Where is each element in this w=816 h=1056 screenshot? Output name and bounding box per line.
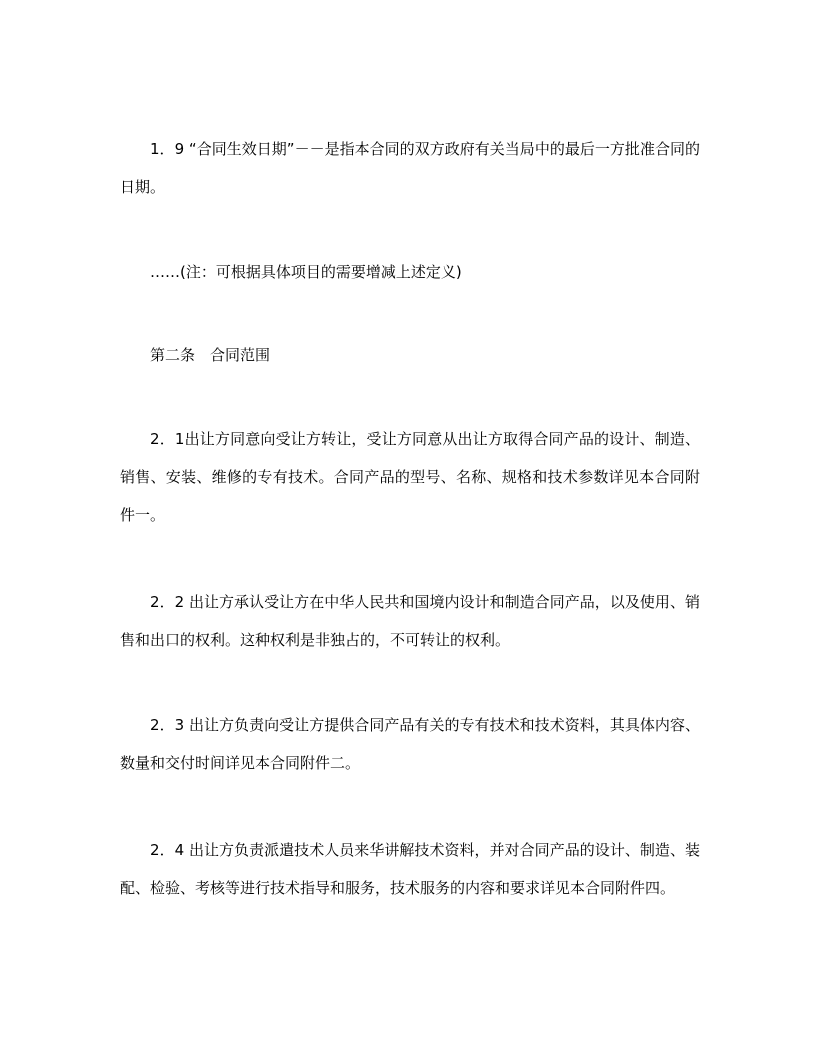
- paragraph-2-3: 2．3 出让方负责向受让方提供合同产品有关的专有技术和技术资料，其具体内容、数量和交付时间详见本合同附件二。: [120, 716, 700, 772]
- paragraph-2-4: 2．4 出让方负责派遣技术人员来华讲解技术资料，并对合同产品的设计、制造、装配、检验、考核等进行技术指导和服务，技术服务的内容和要求详见本合同附件四。: [120, 841, 700, 897]
- article-2-heading: 第二条 合同范围: [150, 346, 271, 364]
- paragraph-definition-note: ……(注：可根据具体项目的需要增减上述定义): [150, 263, 462, 281]
- paragraph-1-9-effective-date: 1．9 “合同生效日期”－－是指本合同的双方政府有关当局中的最后一方批准合同的日期。: [120, 140, 700, 196]
- paragraph-2-2: 2．2 出让方承认受让方在中华人民共和国境内设计和制造合同产品，以及使用、销售和出口的权利。这种权利是非独占的，不可转让的权利。: [120, 593, 700, 649]
- paragraph-2-1: 2．1出让方同意向受让方转让，受让方同意从出让方取得合同产品的设计、制造、销售、安装、维修的专有技术。合同产品的型号、名称、规格和技术参数详见本合同附件一。: [120, 430, 700, 524]
